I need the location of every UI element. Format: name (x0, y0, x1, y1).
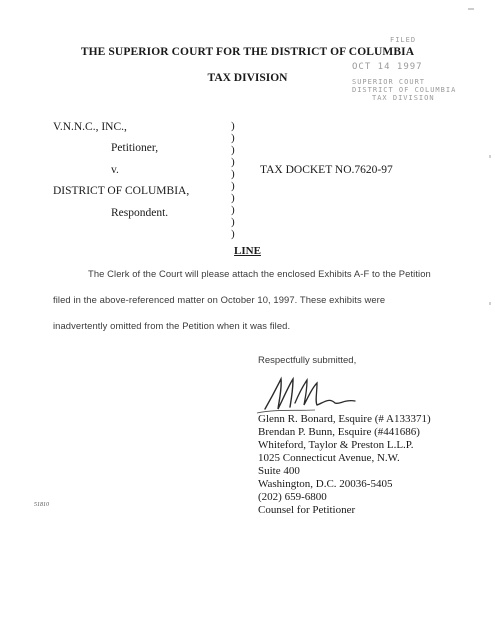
caption-parenthesis-column (231, 120, 235, 240)
stamp-line-date: OCT 14 1997 (352, 62, 423, 72)
petitioner-name: V.N.N.C., INC., (53, 121, 127, 133)
closing-phrase: Respectfully submitted, (258, 355, 357, 366)
counsel-suite: Suite 400 (258, 465, 300, 477)
parenthesis-mark: ) (231, 180, 235, 192)
counsel-phone: (202) 659-6800 (258, 491, 327, 503)
stamp-line-filed: FILED (390, 36, 417, 44)
counsel-attorney-2: Brendan P. Bunn, Esquire (#441686) (258, 426, 420, 438)
counsel-street: 1025 Connecticut Avenue, N.W. (258, 452, 400, 464)
scan-speck (489, 155, 491, 158)
body-paragraph-line-1: The Clerk of the Court will please attach the enclosed Exhibits A-F to the Petition (88, 268, 431, 279)
counsel-role: Counsel for Petitioner (258, 504, 356, 516)
counsel-city: Washington, D.C. 20036-5405 (258, 478, 393, 490)
parenthesis-mark: ) (231, 192, 235, 204)
document-id: 51810 (34, 502, 49, 508)
counsel-firm: Whiteford, Taylor & Preston L.L.P. (258, 439, 414, 451)
document-heading: LINE (234, 245, 261, 257)
parenthesis-mark: ) (231, 204, 235, 216)
body-paragraph-line-3: inadvertently omitted from the Petition when it was filed. (53, 320, 291, 331)
respondent-name: DISTRICT OF COLUMBIA, (53, 185, 190, 197)
petitioner-role: Petitioner, (111, 142, 159, 154)
stamp-line-division: TAX DIVISION (372, 94, 435, 102)
parenthesis-mark: ) (231, 216, 235, 228)
division-title: TAX DIVISION (207, 72, 288, 84)
scan-speck (468, 8, 474, 10)
handwritten-signature-icon (255, 375, 370, 415)
filing-stamp (352, 36, 462, 102)
scan-speck (489, 302, 491, 305)
counsel-block (258, 413, 431, 517)
parenthesis-mark: ) (231, 144, 235, 156)
counsel-attorney-1: Glenn R. Bonard, Esquire (# A133371) (258, 413, 431, 425)
stamp-line-district: DISTRICT OF COLUMBIA (352, 86, 457, 94)
parenthesis-mark: ) (231, 168, 235, 180)
stamp-line-court: SUPERIOR COURT (352, 78, 426, 86)
parenthesis-mark: ) (231, 156, 235, 168)
parenthesis-mark: ) (231, 120, 235, 132)
versus-label: v. (111, 164, 119, 176)
respondent-role: Respondent. (111, 207, 169, 219)
parenthesis-mark: ) (231, 132, 235, 144)
body-paragraph-line-2: filed in the above-referenced matter on October 10, 1997. These exhibits were (53, 294, 386, 305)
docket-number: TAX DOCKET NO.7620-97 (260, 164, 393, 176)
parenthesis-mark: ) (231, 228, 235, 240)
court-title: THE SUPERIOR COURT FOR THE DISTRICT OF COLUMBIA (80, 46, 415, 58)
